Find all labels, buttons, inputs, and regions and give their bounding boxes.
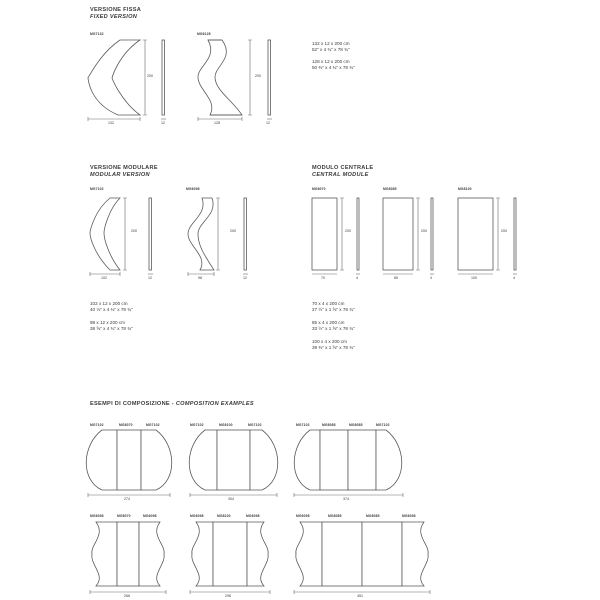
central-side-b bbox=[431, 198, 433, 270]
examples-title bbox=[90, 401, 254, 408]
example-1-2-code-1: MG7102 bbox=[190, 423, 204, 427]
modular-dim-d-b-label: 12 bbox=[243, 276, 247, 280]
central-code-b: MG8085 bbox=[383, 187, 397, 191]
modular-code-b: MG6098 bbox=[186, 187, 200, 191]
example-1-1 bbox=[86, 430, 172, 497]
central-spec1-in: 27 ½" x 1 ⅝" x 78 ¾" bbox=[312, 307, 355, 312]
example-2-2-code-1: MG6098 bbox=[190, 514, 204, 518]
example-1-2-width: 304 bbox=[228, 497, 234, 501]
example-2-3-width: 451 bbox=[357, 594, 363, 598]
fixed-dim-w-a-label: 132 bbox=[108, 121, 114, 125]
fixed-dim-w-b bbox=[198, 117, 242, 121]
central-code-c: MG8100 bbox=[458, 187, 472, 191]
fixed-dim-h-b-label: 200 bbox=[255, 74, 261, 78]
example-2-3-code-2: MG8085 bbox=[328, 514, 342, 518]
fixed-side-a bbox=[162, 40, 165, 115]
example-1-1-code-1: MG7102 bbox=[90, 423, 104, 427]
modular-dim-h-a bbox=[123, 198, 127, 270]
example-1-2 bbox=[189, 430, 278, 497]
central-spec3-in: 39 ⅜" x 1 ⅝" x 78 ¾" bbox=[312, 345, 355, 350]
example-2-3 bbox=[294, 522, 430, 594]
fixed-panel-a bbox=[88, 40, 140, 115]
fixed-title-it: VERSIONE FISSA bbox=[90, 7, 142, 13]
fixed-code-b: MG6128 bbox=[197, 32, 211, 36]
central-code-a: MG8070 bbox=[312, 187, 326, 191]
modular-side-b bbox=[244, 198, 247, 270]
central-title-it: MODULO CENTRALE bbox=[312, 165, 374, 171]
example-1-3-code-3: MG8085 bbox=[349, 423, 363, 427]
modular-spec2-in: 38 ⅝" x 4 ¾" x 78 ¾" bbox=[90, 326, 133, 331]
example-2-1-code-3: MG6098 bbox=[143, 514, 157, 518]
example-1-3-code-4: MG7102 bbox=[376, 423, 390, 427]
central-dim-h-b bbox=[416, 198, 420, 270]
central-panel-b bbox=[383, 198, 413, 270]
example-2-3-code-3: MG8085 bbox=[366, 514, 380, 518]
fixed-spec2-cm: 128 x 12 x 200 cm bbox=[312, 59, 350, 64]
central-title-en: CENTRAL MODULE bbox=[312, 172, 369, 178]
central-spec1-cm: 70 x 4 x 200 cm bbox=[312, 301, 345, 306]
fixed-panel-b bbox=[198, 40, 242, 115]
example-1-1-code-2: MG8070 bbox=[119, 423, 133, 427]
fixed-dim-d-b-label: 12 bbox=[266, 121, 270, 125]
fixed-dim-d-a-label: 12 bbox=[161, 121, 165, 125]
modular-dim-h-a-label: 200 bbox=[131, 229, 137, 233]
modular-side-a bbox=[149, 198, 152, 270]
fixed-spec1-cm: 132 x 12 x 200 cm bbox=[312, 41, 350, 46]
central-dim-h-c-label: 200 bbox=[501, 229, 507, 233]
modular-spec1-cm: 102 x 12 x 200 cm bbox=[90, 301, 128, 306]
modular-title-en: MODULAR VERSION bbox=[90, 172, 150, 178]
example-2-3-code-4: MG6098 bbox=[402, 514, 416, 518]
central-dim-h-b-label: 200 bbox=[421, 229, 427, 233]
example-2-2-code-3: MG6098 bbox=[246, 514, 260, 518]
modular-spec2-cm: 98 x 12 x 200 cm bbox=[90, 320, 125, 325]
fixed-code-a: MG7132 bbox=[90, 32, 104, 36]
fixed-spec1-in: 52" x 4 ¾" x 78 ¾" bbox=[312, 47, 350, 52]
examples-title-en: COMPOSITION EXAMPLES bbox=[175, 401, 254, 407]
central-side-c bbox=[514, 198, 516, 270]
central-dim-w-a-label: 70 bbox=[321, 276, 325, 280]
modular-title-it: VERSIONE MODULARE bbox=[90, 165, 158, 171]
central-side-a bbox=[357, 198, 359, 270]
modular-panel-b bbox=[188, 198, 214, 270]
example-2-1 bbox=[90, 522, 166, 594]
modular-dim-w-b-label: 98 bbox=[198, 276, 202, 280]
modular-dim-h-b bbox=[216, 198, 220, 270]
central-spec2-cm: 85 x 4 x 200 cm bbox=[312, 320, 345, 325]
examples-title-sep: - bbox=[169, 401, 176, 407]
modular-panel-a bbox=[90, 198, 120, 270]
example-1-3-code-1: MG7102 bbox=[296, 423, 310, 427]
central-dim-h-a-label: 200 bbox=[345, 229, 351, 233]
example-2-1-code-1: MG6098 bbox=[90, 514, 104, 518]
central-panel-c bbox=[458, 198, 493, 270]
fixed-side-b bbox=[268, 40, 271, 115]
central-dim-d-a-label: 4 bbox=[356, 276, 358, 280]
example-1-3-width: 374 bbox=[343, 497, 349, 501]
central-dim-d-b-label: 4 bbox=[430, 276, 432, 280]
central-dim-h-c bbox=[496, 198, 500, 270]
example-1-2-code-2: MG8100 bbox=[219, 423, 233, 427]
example-1-1-code-3: MG7102 bbox=[146, 423, 160, 427]
fixed-dim-h-a-label: 200 bbox=[147, 74, 153, 78]
central-spec3-cm: 100 x 4 x 200 cm bbox=[312, 339, 347, 344]
central-dim-w-c-label: 100 bbox=[471, 276, 477, 280]
modular-dim-w-a-label: 102 bbox=[101, 276, 107, 280]
modular-code-a: MG7102 bbox=[90, 187, 104, 191]
fixed-dim-h-b bbox=[248, 40, 252, 115]
example-2-3-code-1: MG6098 bbox=[296, 514, 310, 518]
modular-dim-h-b-label: 200 bbox=[230, 229, 236, 233]
example-1-1-width: 274 bbox=[124, 497, 130, 501]
example-2-2 bbox=[190, 522, 270, 594]
modular-spec1-in: 40 ⅛" x 4 ¾" x 78 ¾" bbox=[90, 307, 133, 312]
central-dim-w-b-label: 85 bbox=[394, 276, 398, 280]
example-2-1-code-2: MG8070 bbox=[117, 514, 131, 518]
central-spec2-in: 33 ½" x 1 ⅝" x 78 ¾" bbox=[312, 326, 355, 331]
modular-dim-d-a-label: 12 bbox=[148, 276, 152, 280]
example-2-2-width: 296 bbox=[225, 594, 231, 598]
example-1-2-code-3: MG7102 bbox=[248, 423, 262, 427]
central-dim-d-c-label: 4 bbox=[513, 276, 515, 280]
central-panel-a bbox=[312, 198, 337, 270]
fixed-title-en: FIXED VERSION bbox=[90, 14, 138, 20]
fixed-dim-w-a bbox=[88, 117, 140, 121]
example-1-3 bbox=[294, 430, 403, 497]
fixed-spec2-in: 50 ⅜" x 4 ¾" x 78 ¾" bbox=[312, 65, 355, 70]
example-2-1-width: 266 bbox=[124, 594, 130, 598]
example-1-3-code-2: MG8085 bbox=[322, 423, 336, 427]
fixed-dim-w-b-label: 128 bbox=[214, 121, 220, 125]
examples-title-it: ESEMPI DI COMPOSIZIONE bbox=[90, 401, 170, 407]
example-2-2-code-2: MG8100 bbox=[217, 514, 231, 518]
central-dim-h-a bbox=[340, 198, 344, 270]
